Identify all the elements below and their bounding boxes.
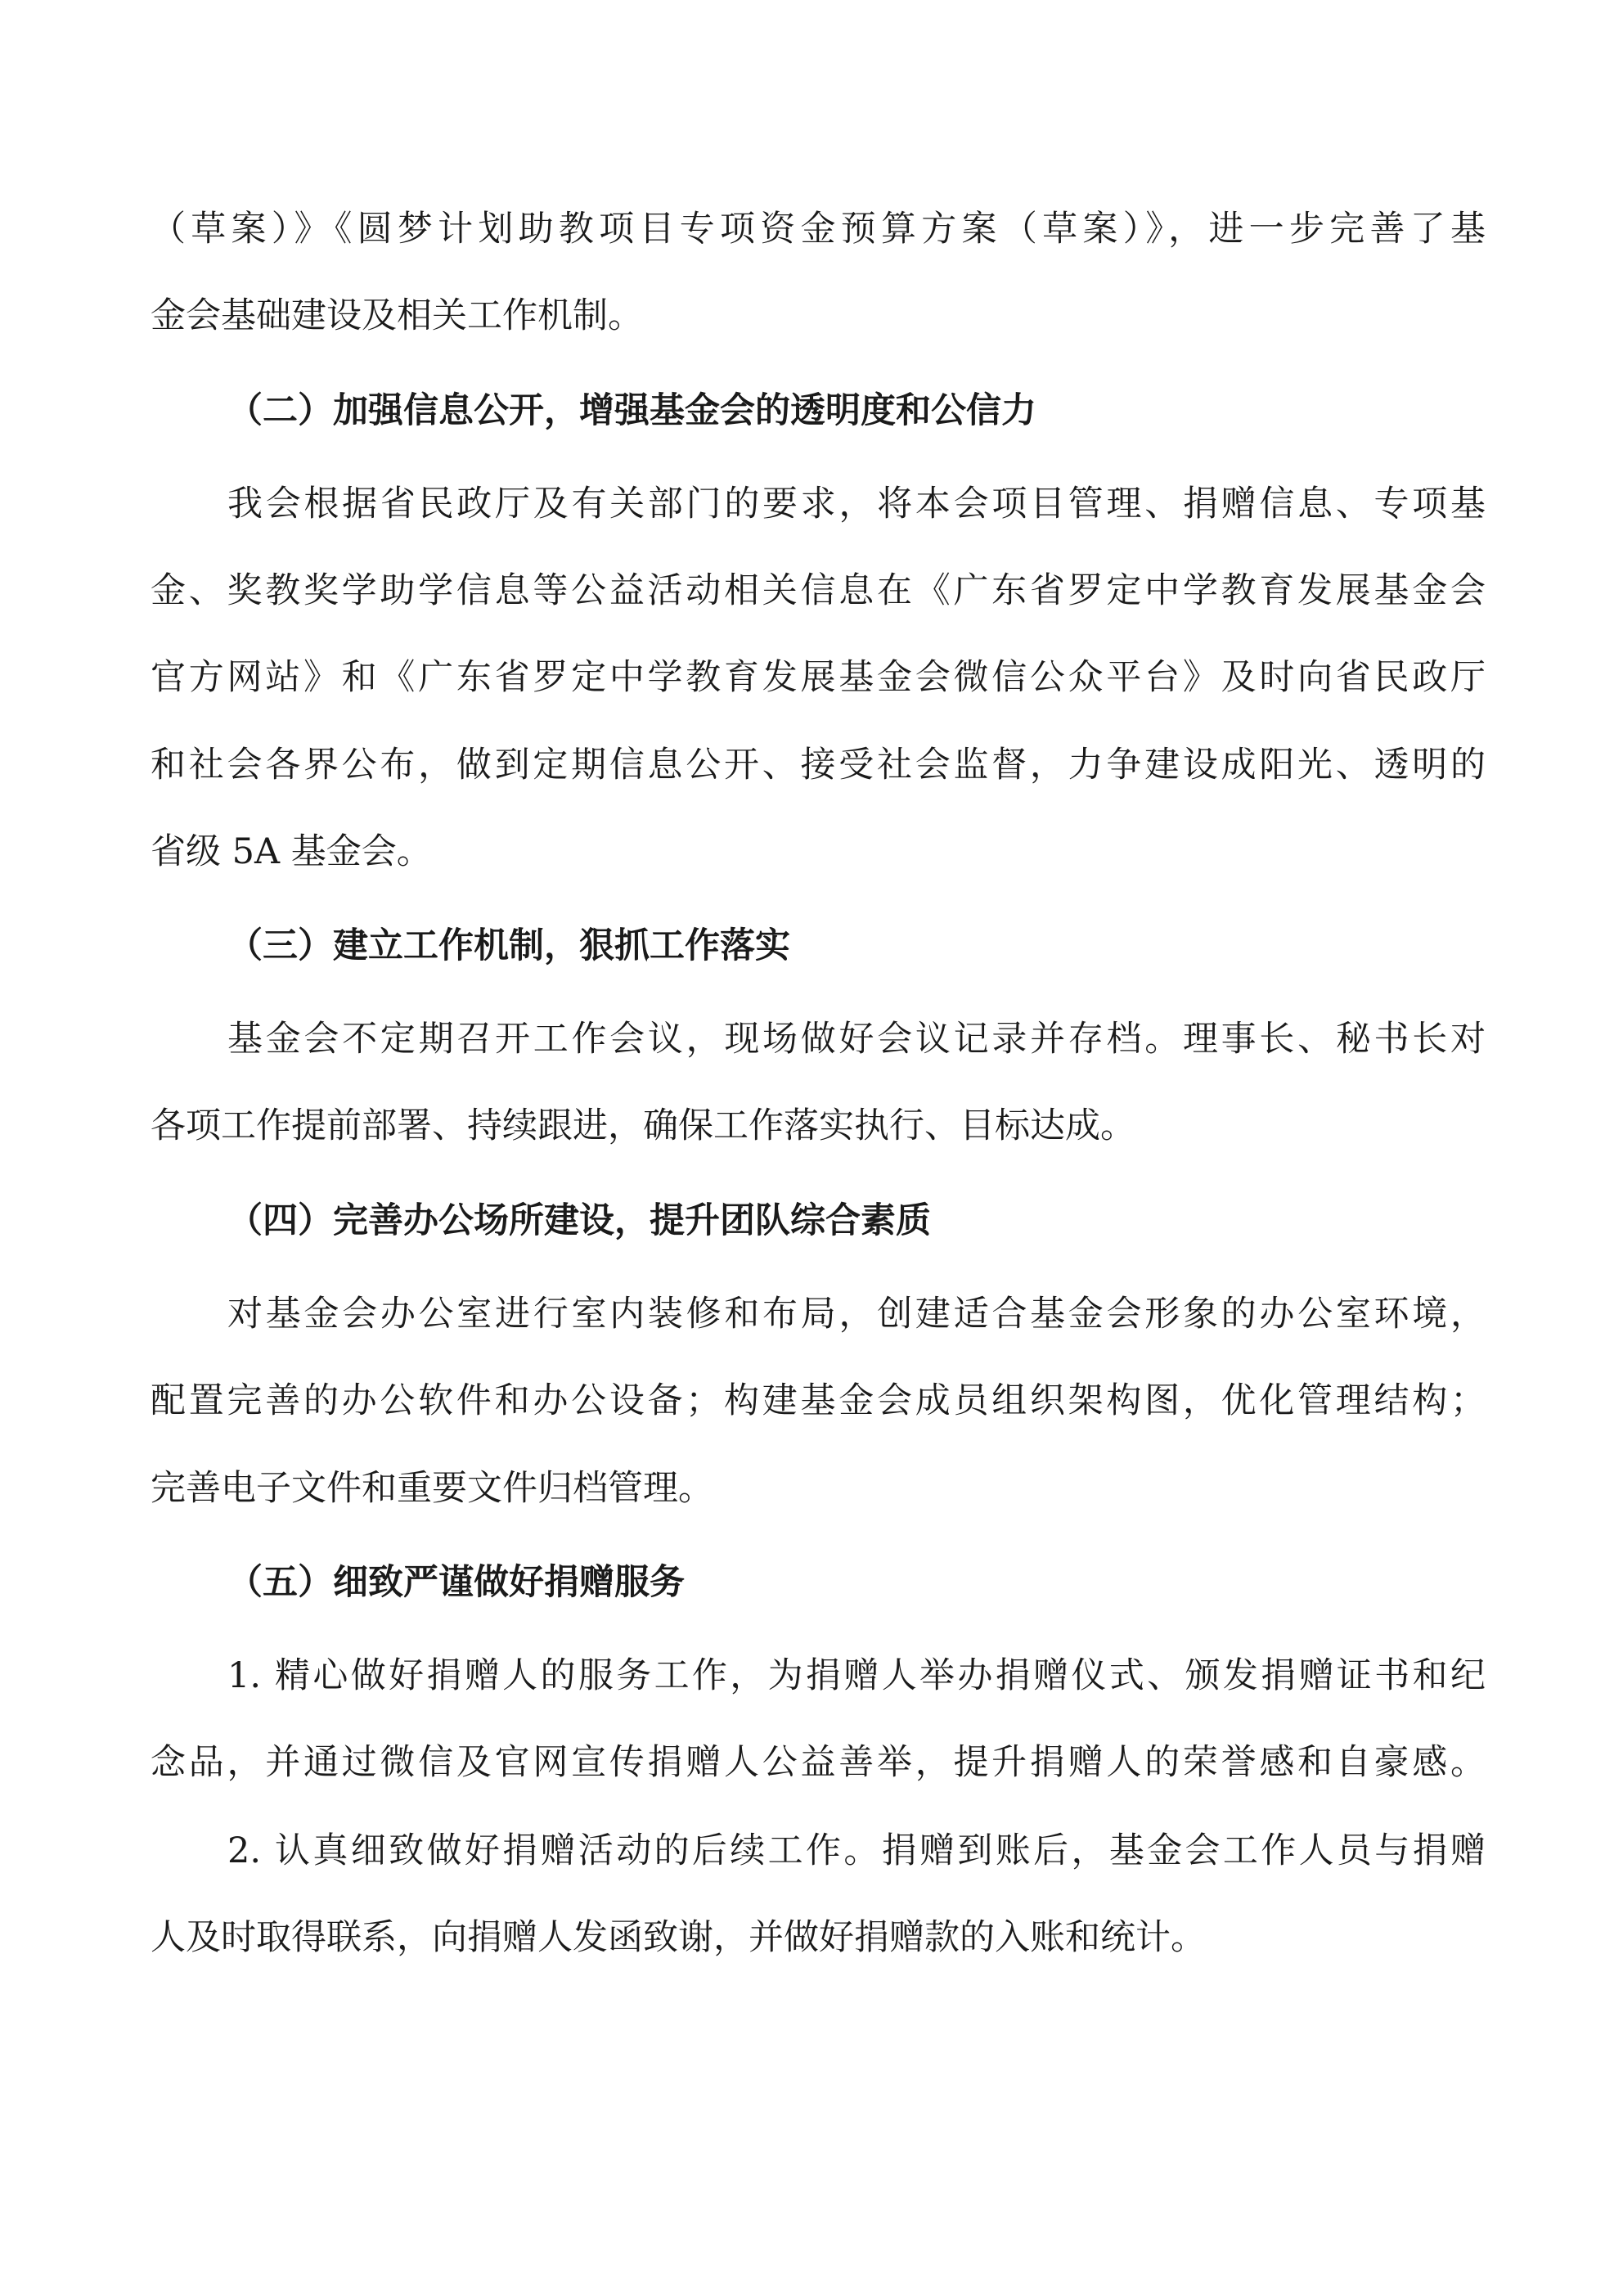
text-line: 基金会不定期召开工作会议，现场做好会议记录并存档。理事长、秘书长对 <box>227 1019 1486 1060</box>
text-line: 对基金会办公室进行室内装修和布局，创建适合基金会形象的办公室环境， <box>227 1294 1486 1335</box>
text-line: （草案）》《圆梦计划助教项目专项资金预算方案（草案）》，进一步完善了基 <box>151 209 1486 250</box>
text-line: 省级 5A 基金会。 <box>151 831 432 872</box>
section-heading-2: （二）加强信息公开，增强基金会的透明度和公信力 <box>227 390 1036 431</box>
section-heading-5: （五）细致严谨做好捐赠服务 <box>227 1562 685 1603</box>
text-line: 完善电子文件和重要文件归档管理。 <box>151 1468 713 1509</box>
text-line: 念品，并通过微信及官网宣传捐赠人公益善举，提升捐赠人的荣誉感和自豪感。 <box>151 1742 1486 1783</box>
text-line: 1. 精心做好捐赠人的服务工作，为捐赠人举办捐赠仪式、颁发捐赠证书和纪 <box>227 1655 1486 1696</box>
text-line: 金、奖教奖学助学信息等公益活动相关信息在《广东省罗定中学教育发展基金会 <box>151 570 1486 611</box>
text-line: 我会根据省民政厅及有关部门的要求，将本会项目管理、捐赠信息、专项基 <box>227 484 1486 524</box>
text-line: 官方网站》和《广东省罗定中学教育发展基金会微信公众平台》及时向省民政厅 <box>151 657 1486 698</box>
text-line: 2. 认真细致做好捐赠活动的后续工作。捐赠到账后，基金会工作人员与捐赠 <box>227 1830 1486 1871</box>
text-line: 配置完善的办公软件和办公设备；构建基金会成员组织架构图，优化管理结构； <box>151 1380 1486 1421</box>
text-line: 金会基础建设及相关工作机制。 <box>151 295 643 336</box>
text-line: 和社会各界公布，做到定期信息公开、接受社会监督，力争建设成阳光、透明的 <box>151 745 1486 786</box>
section-heading-3: （三）建立工作机制，狠抓工作落实 <box>227 925 790 966</box>
text-line: 各项工作提前部署、持续跟进，确保工作落实执行、目标达成。 <box>151 1105 1135 1146</box>
text-line: 人及时取得联系，向捐赠人发函致谢，并做好捐赠款的入账和统计。 <box>151 1917 1206 1958</box>
section-heading-4: （四）完善办公场所建设，提升团队综合素质 <box>227 1200 931 1241</box>
